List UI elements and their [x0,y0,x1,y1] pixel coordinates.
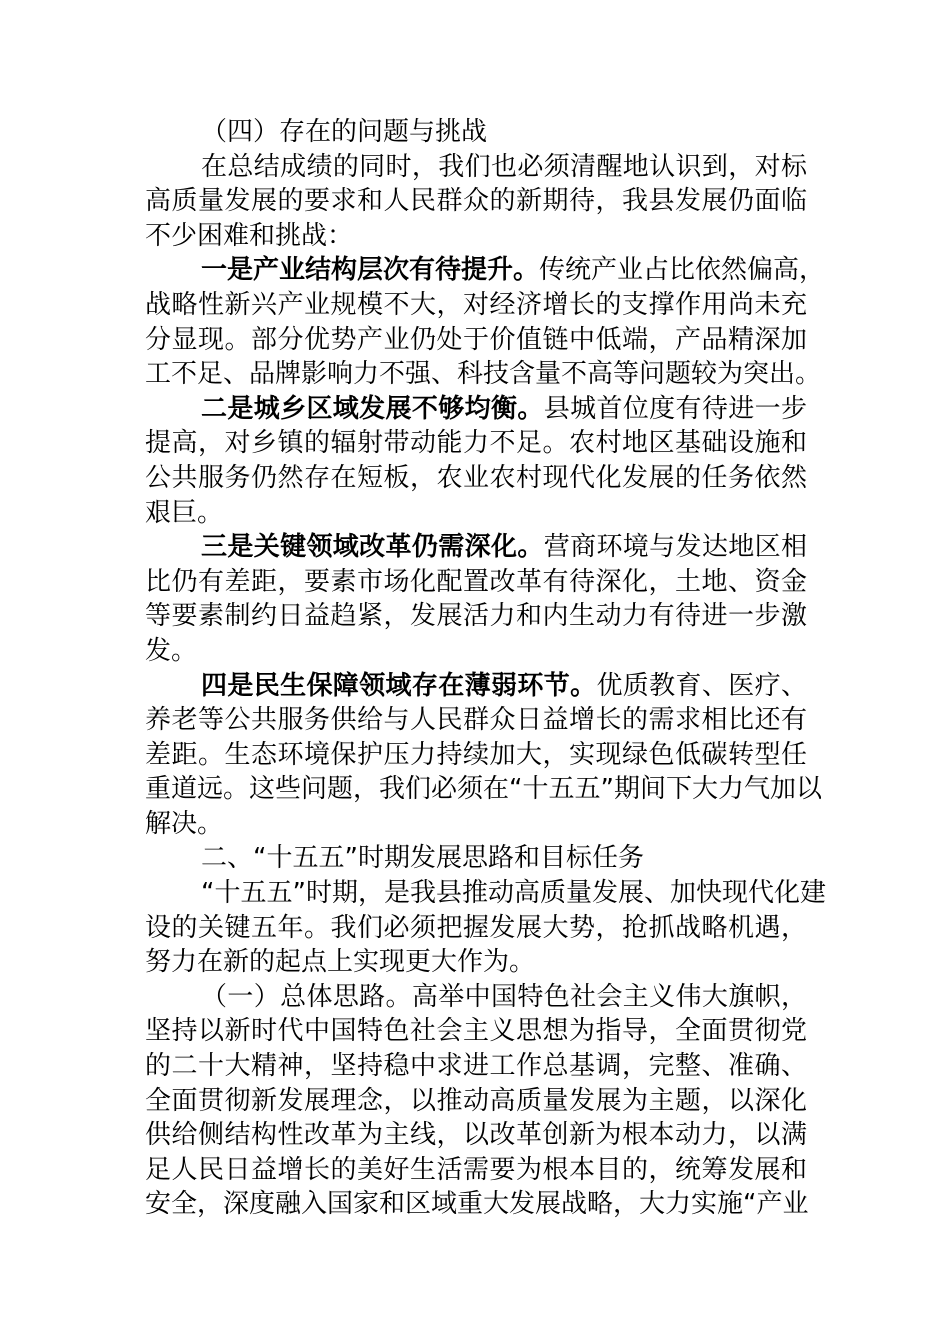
line-text: 发。 [145,635,198,666]
line-text: 传统产业占比依然偏高， [539,255,826,286]
text-line [145,772,822,807]
text-line [145,1153,807,1188]
line-text: 解决。 [145,808,224,839]
line-text: 的二十大精神，坚持稳中求进工作总基调，完整、准确、 [145,1051,807,1082]
text-line [145,1118,807,1153]
text-line [145,530,807,565]
line-text: 等要素制约日益趋紧，发展活力和内生动力有待进一步激 [145,601,807,632]
line-text: “十五五”时期，是我县推动高质量发展、加快现代化建 [201,878,826,909]
line-text: 差距。生态环境保护压力持续加大，实现绿色低碳转型任 [145,739,807,770]
line-text: 公共服务仍然存在短板，农业农村现代化发展的任务依然 [145,462,807,493]
line-text: （四）存在的问题与挑战 [201,117,488,147]
text-line [145,1187,807,1222]
text-line [145,288,807,323]
text-line [145,703,807,738]
line-text: 努力在新的起点上实现更大作为。 [145,947,536,978]
text-line [145,1014,807,1049]
line-text: 全面贯彻新发展理念，以推动高质量发展为主题，以深化 [145,1085,807,1116]
text-line [145,426,807,461]
text-line [145,876,826,911]
line-text: 营商环境与发达地区相 [543,532,807,563]
text-line [145,599,807,634]
document-body [145,115,826,1222]
line-text: 分显现。部分优势产业仍处于价值链中低端，产品精深加 [145,324,807,355]
text-line [145,738,807,773]
text-line [145,496,807,531]
line-text: 二、“十五五”时期发展思路和目标任务 [201,843,644,874]
line-text: 工不足、品牌影响力不强、科技含量不高等问题较为突出。 [145,359,822,390]
text-line [145,841,807,876]
line-text: 战略性新兴产业规模不大，对经济增长的支撑作用尚未充 [145,289,807,320]
line-text: 高质量发展的要求和人民群众的新期待，我县发展仍面临 [145,186,807,217]
text-line [145,253,826,288]
text-line [145,323,807,358]
line-text: 不少困难和挑战： [145,220,354,251]
line-text: 足人民日益增长的美好生活需要为根本目的，统筹发展和 [145,1154,807,1185]
line-text: 艰巨。 [145,497,224,528]
line-text: 养老等公共服务供给与人民群众日益增长的需求相比还有 [145,705,807,736]
line-text: 坚持以新时代中国特色社会主义思想为指导，全面贯彻党 [145,1016,807,1047]
text-line [145,669,807,704]
text-line [145,184,807,219]
text-line [145,634,807,669]
text-line [145,807,807,842]
bold-lead: 二是城乡区域发展不够均衡。 [201,393,544,424]
text-line [145,392,807,427]
text-line [145,565,807,600]
line-text: 设的关键五年。我们必须把握发展大势，抢抓战略机遇， [145,912,807,943]
text-line [145,1084,807,1119]
line-text: 提高，对乡镇的辐射带动能力不足。农村地区基础设施和 [145,428,807,459]
line-text: 比仍有差距，要素市场化配置改革有待深化，土地、资金 [145,566,807,597]
text-line [145,115,807,150]
text-line [145,980,807,1015]
text-line [145,357,822,392]
line-text: 在总结成绩的同时，我们也必须清醒地认识到，对标 [201,151,807,182]
text-line [145,150,807,185]
bold-lead: 三是关键领域改革仍需深化。 [201,532,544,563]
line-text: 安全，深度融入国家和区域重大发展战略，大力实施“产业 [145,1189,809,1220]
text-line [145,461,807,496]
line-text: 重道远。这些问题，我们必须在“十五五”期间下大力气加以 [145,774,822,805]
text-line [145,945,807,980]
line-text: 县城首位度有待进一步 [543,393,807,424]
text-line [145,911,807,946]
text-line [145,219,807,254]
line-text: 优质教育、医疗、 [596,670,807,701]
line-text: （一）总体思路。高举中国特色社会主义伟大旗帜， [201,981,807,1012]
line-text: 供给侧结构性改革为主线，以改革创新为根本动力，以满 [145,1120,807,1151]
bold-lead: 一是产业结构层次有待提升。 [201,255,540,286]
text-line [145,1049,807,1084]
bold-lead: 四是民生保障领域存在薄弱环节。 [201,670,597,701]
